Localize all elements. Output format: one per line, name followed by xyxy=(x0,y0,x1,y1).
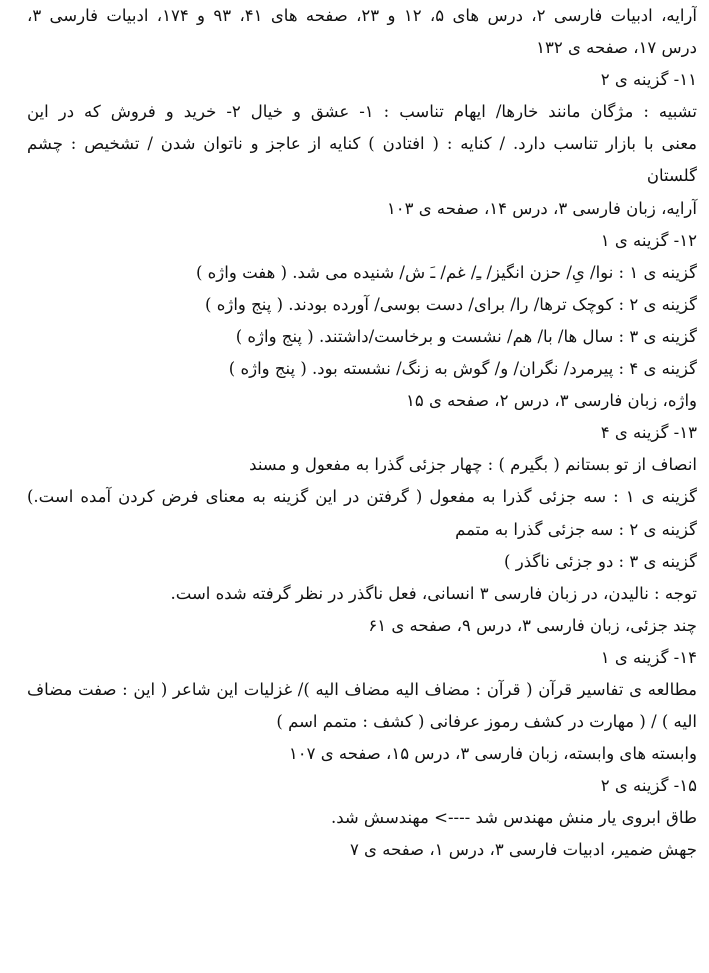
text-line: تشبیه : مژگان مانند خارها/ ایهام تناسب : ۱- عشق و خیال ۲- خرید و فروش که در این xyxy=(27,102,697,122)
text-line: ۱۳- گزینه ی ۴ xyxy=(600,423,697,443)
text-line: گزینه ی ۱ : سه جزئی گذرا به مفعول ( گرفتن در این گزینه به معنای فرض کردن آمده است.) xyxy=(27,487,697,507)
text-line: گزینه ی ۴ : پیرمرد/ نگران/ و/ گوش به زنگ/ نشسته بود. ( پنج واژه ) xyxy=(228,359,697,379)
text-line: توجه : نالیدن، در زبان فارسی ۳ انسانی، فعل ناگذر در نظر گرفته شده است. xyxy=(170,583,697,603)
text-line: درس ۱۷، صفحه ی ۱۳۲ xyxy=(536,38,697,58)
text-line: معنی با بازار تناسب دارد. / کنایه : ( افتادن ) کنایه از عاجز و ناتوان شدن / تشخیص : چشم xyxy=(27,134,697,154)
text-line: انصاف از تو بستانم ( بگیرم ) : چهار جزئی گذرا به مفعول و مسند xyxy=(249,455,697,475)
text-line: گلستان xyxy=(646,166,697,186)
text-line: جهش ضمیر، ادبیات فارسی ۳، درس ۱، صفحه ی ۷ xyxy=(349,840,697,860)
text-line: آرایه، ادبیات فارسی ۲، درس های ۵، ۱۲ و ۲۳، صفحه های ۴۱، ۹۳ و ۱۷۴، ادبیات فارسی ۳، xyxy=(27,6,697,25)
text-line: طاق ابروی یار منش مهندس شد ----> مهندسش شد. xyxy=(330,808,697,828)
text-line: آرایه، زبان فارسی ۳، درس ۱۴، صفحه ی ۱۰۳ xyxy=(386,198,697,218)
text-line: وابسته های وابسته، زبان فارسی ۳، درس ۱۵، صفحه ی ۱۰۷ xyxy=(288,744,697,764)
text-line: مطالعه ی تفاسیر قرآن ( قرآن : مضاف الیه مضاف الیه )/ غزلیات این شاعر ( این : صفت مضاف xyxy=(27,679,697,699)
text-line: گزینه ی ۱ : نوا/ یِ/ حزن انگیز/ ـِ/ غم/ ـَ ش/ شنیده می شد. ( هفت واژه ) xyxy=(195,262,697,282)
text-line: الیه ) / ( مهارت در کشف رموز عرفانی ( کشف : متمم اسم ) xyxy=(276,712,697,732)
text-line: ۱۴- گزینه ی ۱ xyxy=(600,647,697,667)
text-line: چند جزئی، زبان فارسی ۳، درس ۹، صفحه ی ۶۱ xyxy=(368,615,697,635)
text-line: گزینه ی ۳ : سال ها/ با/ هم/ نشست و برخاست/داشتند. ( پنج واژه ) xyxy=(235,326,697,346)
text-line: ۱۵- گزینه ی ۲ xyxy=(600,776,697,796)
text-line: گزینه ی ۲ : سه جزئی گذرا به متمم xyxy=(455,519,697,539)
text-line: ۱۲- گزینه ی ۱ xyxy=(600,230,697,250)
text-line: گزینه ی ۲ : کوچک ترها/ را/ برای/ دست بوسی/ آورده بودند. ( پنج واژه ) xyxy=(205,294,697,314)
document-page xyxy=(27,0,697,867)
text-line: واژه، زبان فارسی ۳، درس ۲، صفحه ی ۱۵ xyxy=(406,391,697,411)
text-line: گزینه ی ۳ : دو جزئی ناگذر ) xyxy=(504,551,697,571)
text-line: ۱۱- گزینه ی ۲ xyxy=(600,70,697,90)
